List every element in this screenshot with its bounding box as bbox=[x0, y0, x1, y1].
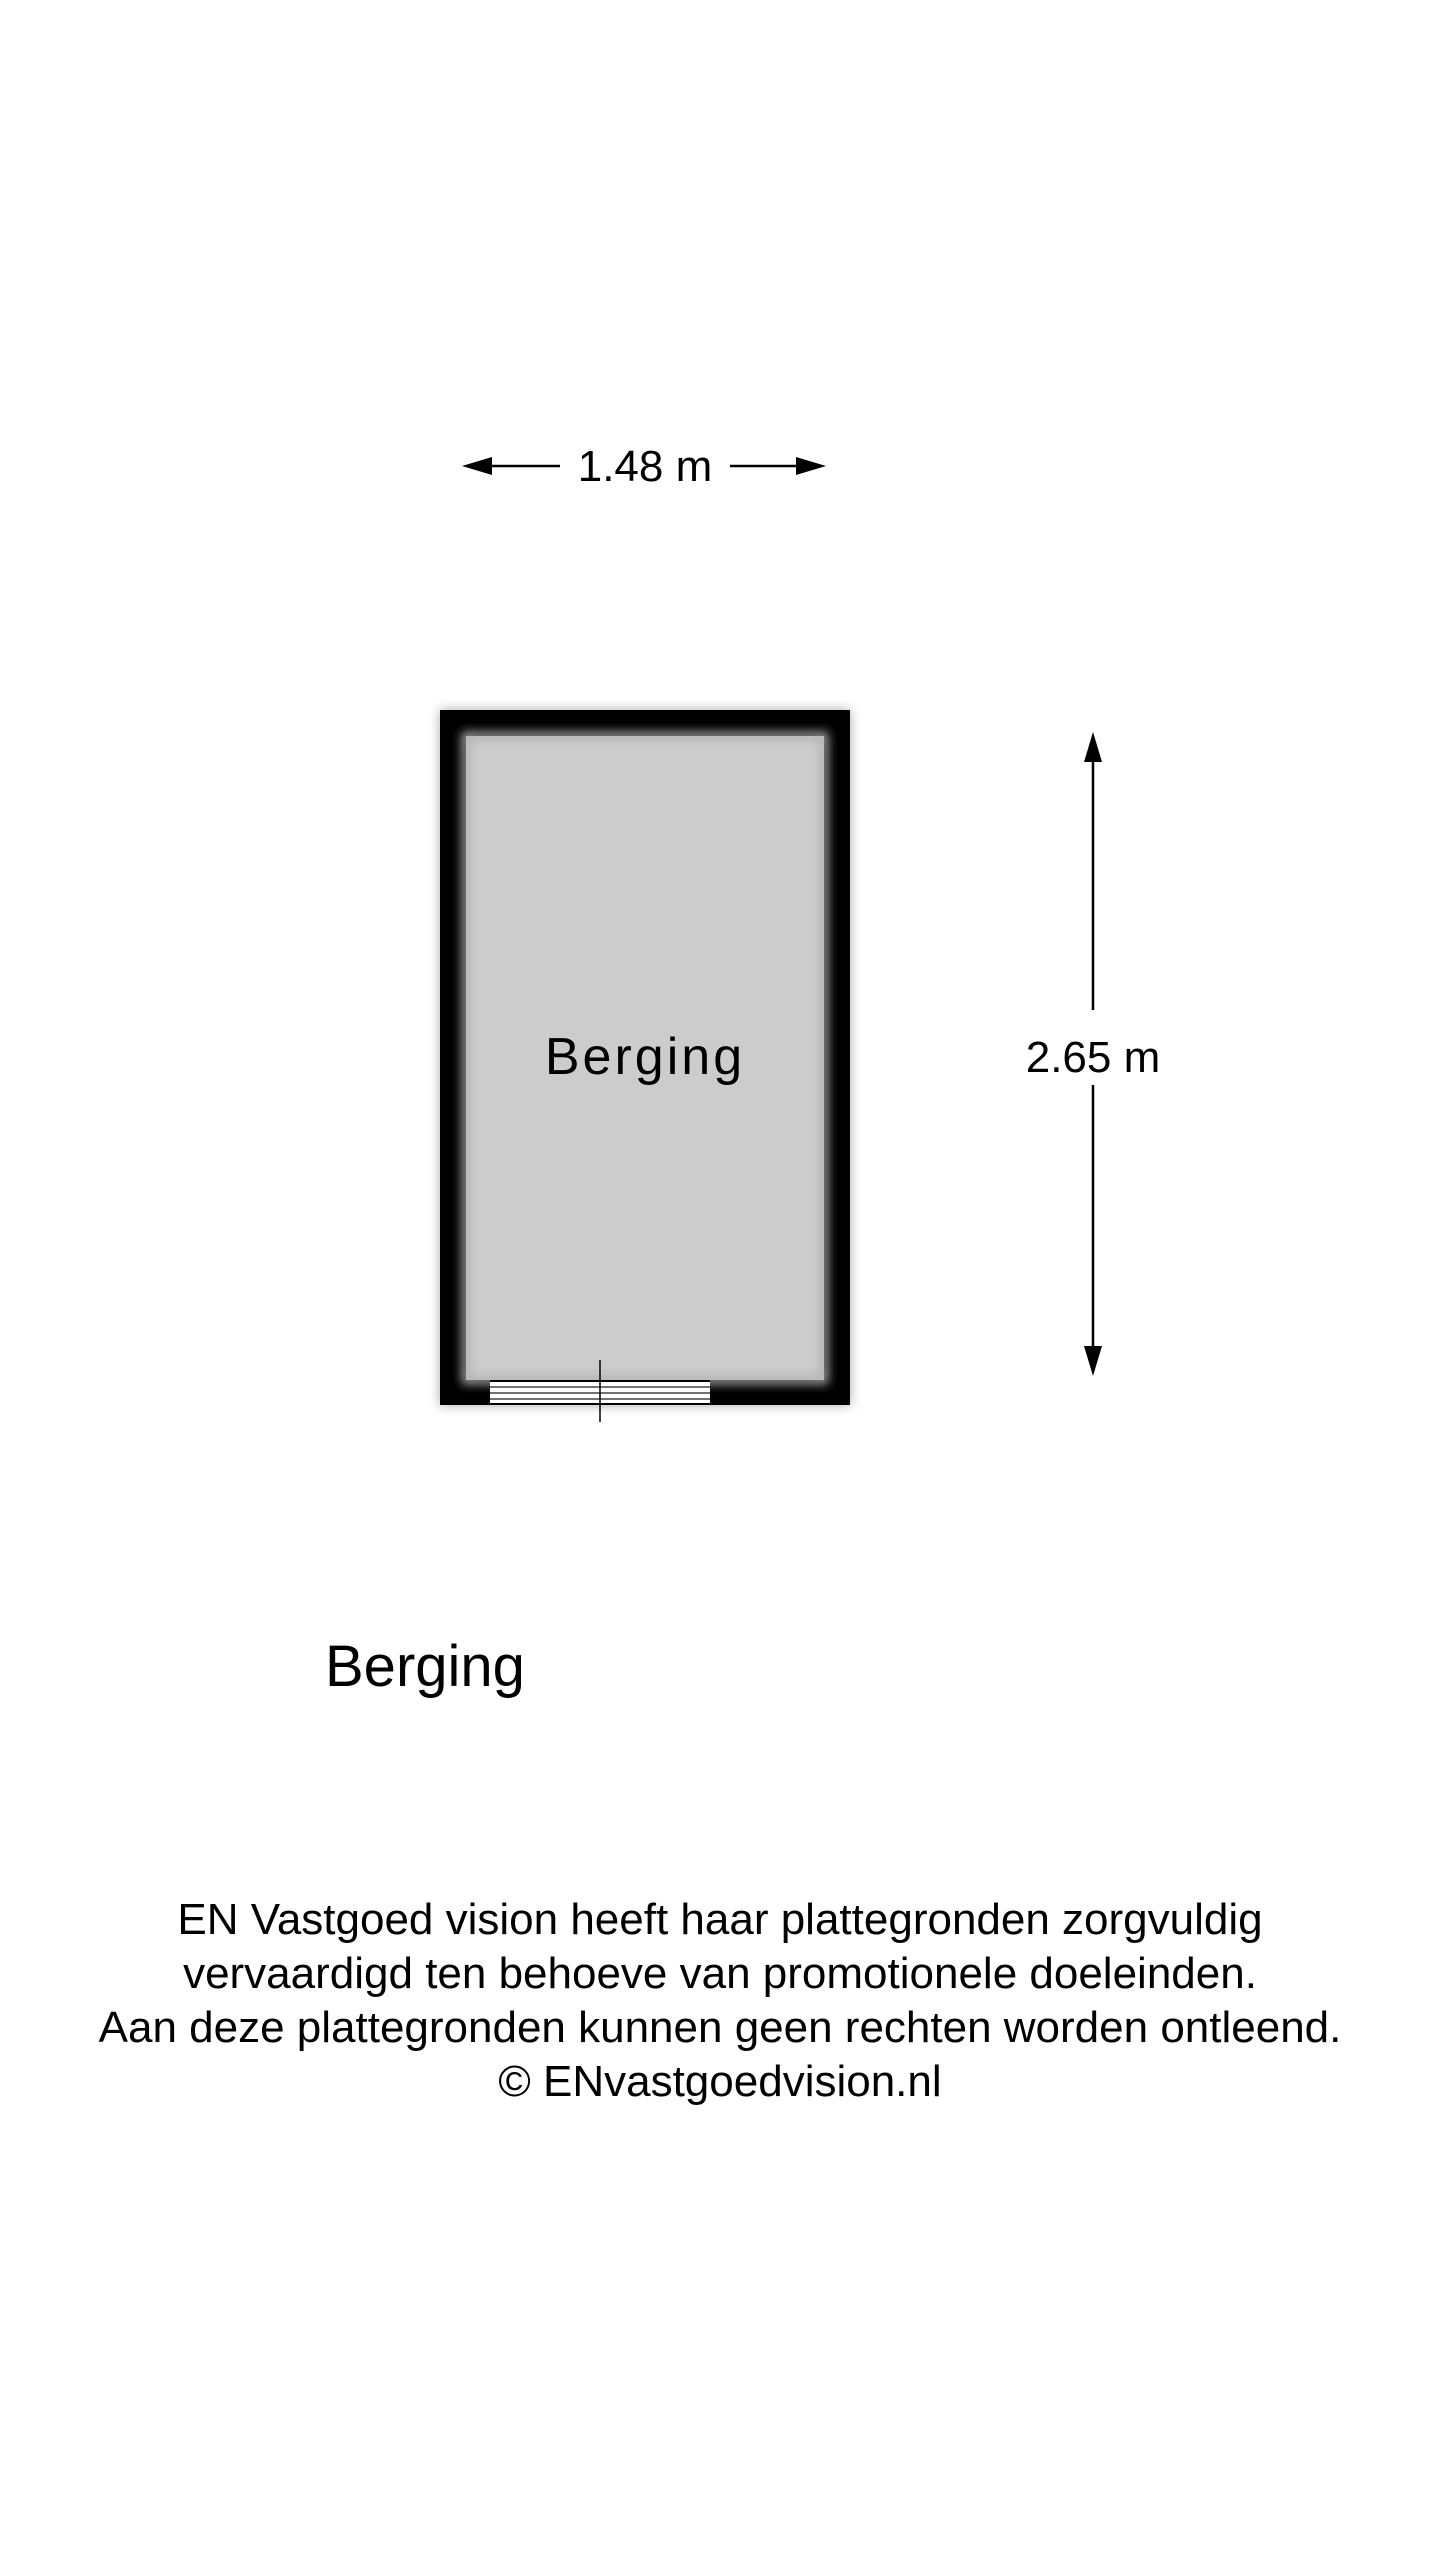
height-label: 2.65 m bbox=[1025, 1033, 1161, 1082]
disclaimer-line-2: vervaardigd ten behoeve van promotionele doeleinden. bbox=[183, 1949, 1257, 1998]
floor-title: Berging bbox=[325, 1634, 525, 1699]
room-label: Berging bbox=[544, 1028, 746, 1086]
height-arrowhead-bottom bbox=[1084, 1346, 1102, 1376]
width-arrowhead-left bbox=[462, 457, 492, 475]
disclaimer-line-3: Aan deze plattegronden kunnen geen rechten worden ontleend. bbox=[98, 2003, 1342, 2052]
width-arrowhead-right bbox=[796, 457, 826, 475]
height-dimension bbox=[1026, 732, 1161, 1376]
disclaimer-line-4: © ENvastgoedvision.nl bbox=[498, 2057, 942, 2106]
width-dimension bbox=[462, 442, 826, 491]
width-label: 1.48 m bbox=[577, 442, 713, 491]
height-arrowhead-top bbox=[1084, 732, 1102, 762]
disclaimer bbox=[0, 1893, 1440, 2109]
disclaimer-line-1: EN Vastgoed vision heeft haar plattegronden zorgvuldig bbox=[177, 1895, 1263, 1944]
